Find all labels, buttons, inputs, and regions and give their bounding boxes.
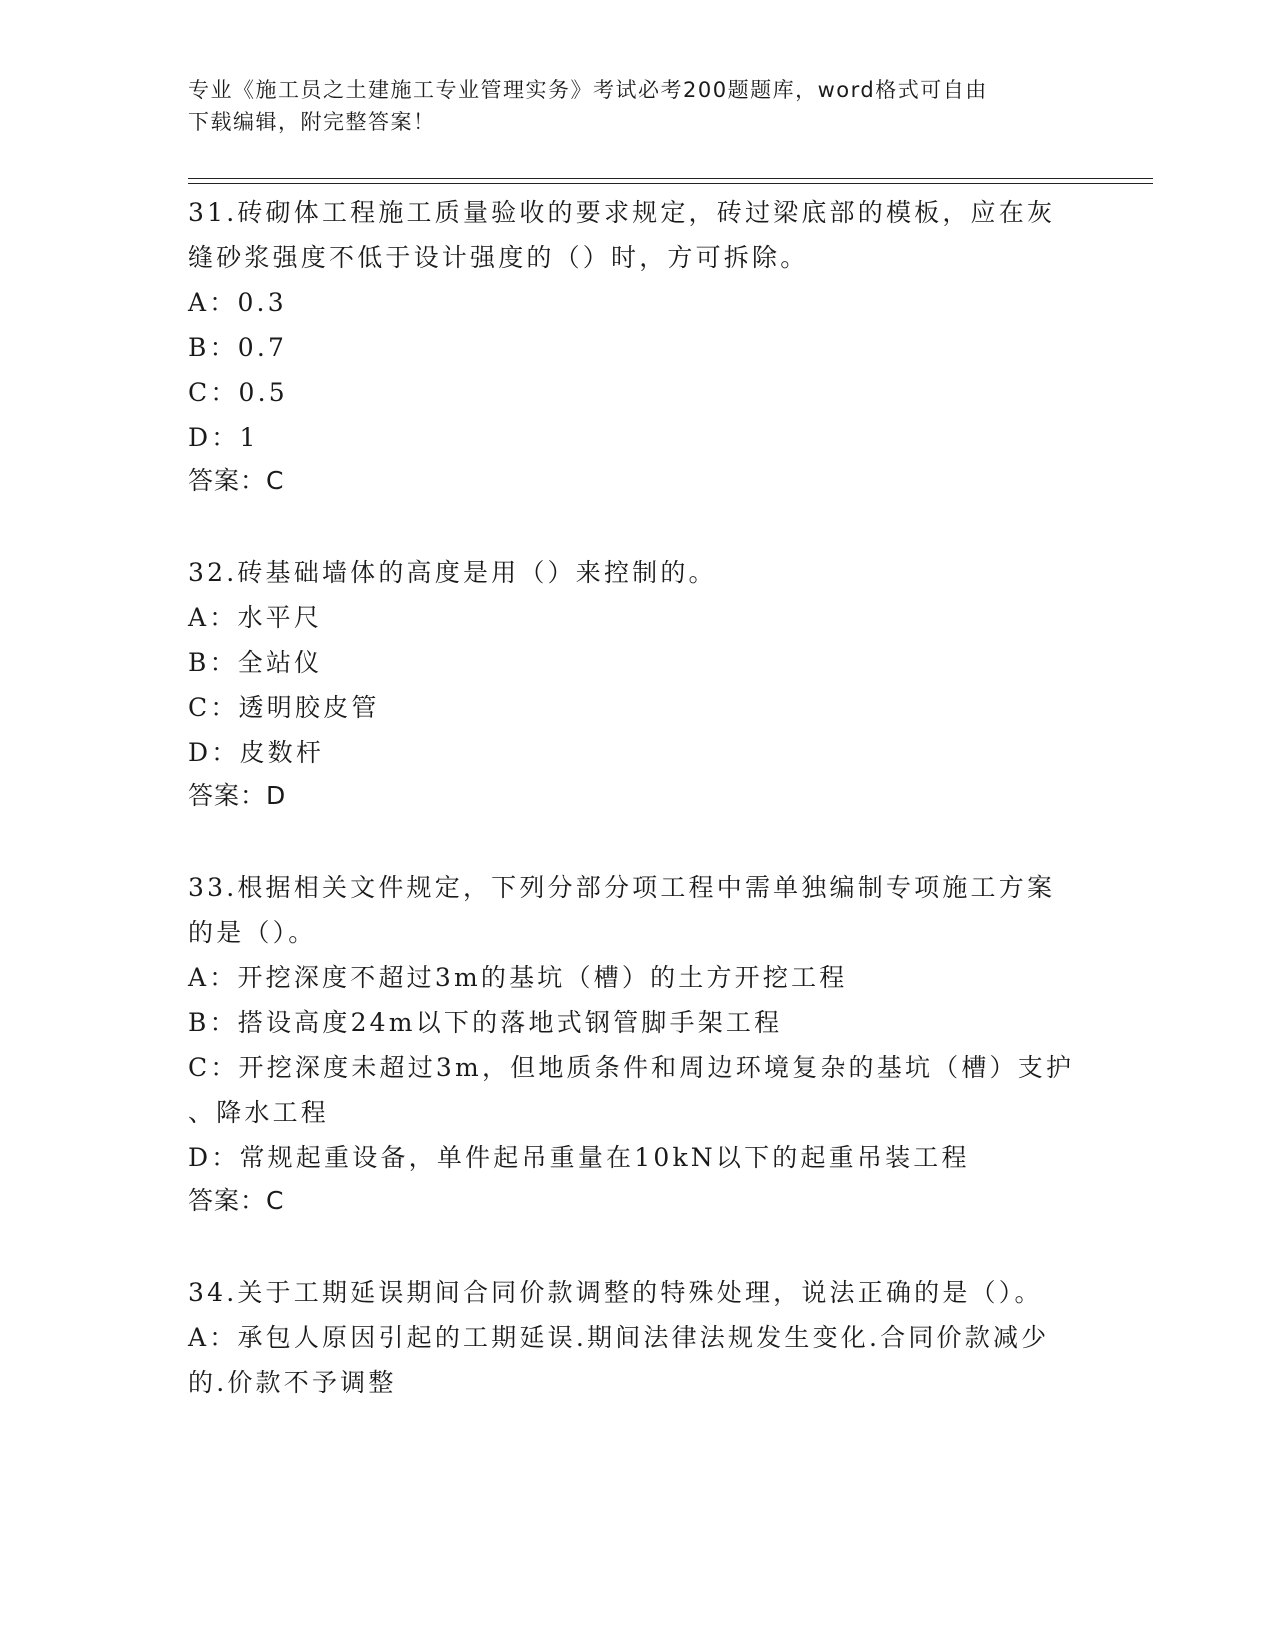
question-item: [188, 865, 1088, 1222]
option-text-line: 的.价款不予调整: [188, 1368, 397, 1397]
answer-option: [188, 685, 1088, 730]
answer-label: 答案：: [188, 1186, 267, 1215]
answer-value: C: [266, 1186, 285, 1215]
question-item: [188, 190, 1088, 502]
option-text-line: D：常规起重设备，单件起吊重量在10kN以下的起重吊装工程: [188, 1143, 970, 1172]
question-text-line: 34.关于工期延误期间合同价款调整的特殊处理，说法正确的是（）。: [188, 1278, 1043, 1307]
answer-label: 答案：: [188, 466, 267, 495]
option-text-line: A：水平尺: [188, 603, 323, 632]
option-text-line: B：搭设高度24m以下的落地式钢管脚手架工程: [188, 1008, 783, 1037]
answer-value: D: [266, 781, 287, 810]
question-stem: [188, 1270, 1088, 1315]
option-text-line: C：0.5: [188, 378, 288, 407]
option-text-line: 、降水工程: [188, 1098, 330, 1127]
answer-option: [188, 730, 1088, 775]
question-text-line: 31.砖砌体工程施工质量验收的要求规定，砖过梁底部的模板，应在灰: [188, 198, 1056, 227]
answer-line: [188, 460, 1088, 502]
question-text-line: 缝砂浆强度不低于设计强度的（）时，方可拆除。: [188, 243, 809, 272]
question-text-line: 32.砖基础墙体的高度是用（）来控制的。: [188, 558, 717, 587]
header-divider-top: [188, 178, 1153, 179]
question-item: [188, 550, 1088, 817]
header-line-2: 下载编辑，附完整答案！: [188, 110, 436, 134]
option-text-line: B：全站仪: [188, 648, 323, 677]
question-stem: [188, 865, 1088, 955]
document-header: [188, 74, 1068, 138]
answer-option: [188, 1135, 1088, 1180]
question-text-line: 的是（）。: [188, 918, 317, 947]
answer-option: [188, 325, 1088, 370]
answer-option: [188, 370, 1088, 415]
option-text-line: C：开挖深度未超过3m，但地质条件和周边环境复杂的基坑（槽）支护: [188, 1053, 1075, 1082]
header-line-1: 专业《施工员之土建施工专业管理实务》考试必考200题题库，word格式可自由: [188, 78, 988, 102]
answer-option: [188, 955, 1088, 1000]
option-text-line: D：皮数杆: [188, 738, 325, 767]
question-stem: [188, 550, 1088, 595]
answer-option: [188, 1315, 1088, 1405]
question-text-line: 33.根据相关文件规定，下列分部分项工程中需单独编制专项施工方案: [188, 873, 1056, 902]
header-divider-bottom: [188, 183, 1153, 184]
option-text-line: A：承包人原因引起的工期延误.期间法律法规发生变化.合同价款减少: [188, 1323, 1050, 1352]
option-text-line: A：开挖深度不超过3m的基坑（槽）的土方开挖工程: [188, 963, 848, 992]
answer-line: [188, 775, 1088, 817]
question-stem: [188, 190, 1088, 280]
option-text-line: D：1: [188, 423, 259, 452]
answer-line: [188, 1180, 1088, 1222]
question-item: [188, 1270, 1088, 1405]
answer-label: 答案：: [188, 781, 267, 810]
answer-option: [188, 595, 1088, 640]
answer-option: [188, 415, 1088, 460]
answer-option: [188, 640, 1088, 685]
answer-option: [188, 1000, 1088, 1045]
answer-option: [188, 280, 1088, 325]
option-text-line: C：透明胶皮管: [188, 693, 380, 722]
answer-value: C: [266, 466, 285, 495]
answer-option: [188, 1045, 1088, 1135]
option-text-line: A：0.3: [188, 288, 287, 317]
option-text-line: B：0.7: [188, 333, 288, 362]
question-list: [188, 190, 1088, 1453]
